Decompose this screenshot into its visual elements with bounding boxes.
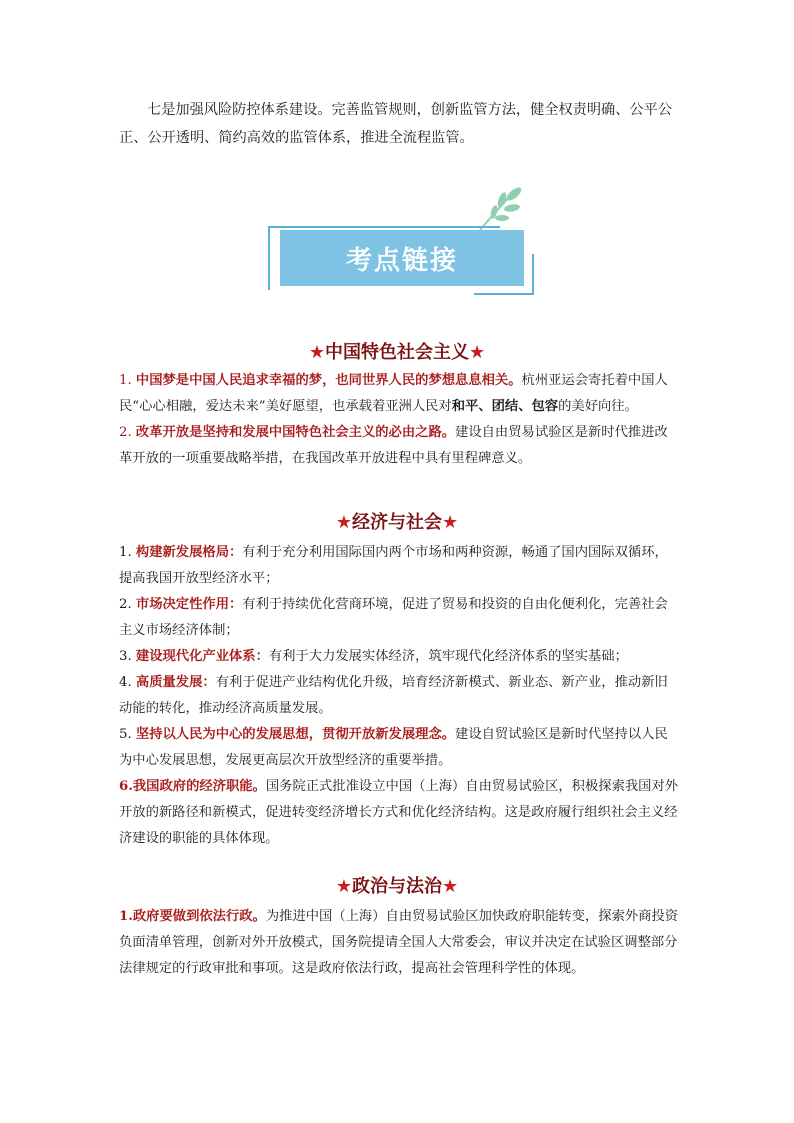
section-banner: [268, 186, 538, 296]
star-icon: ★: [335, 876, 352, 897]
star-icon: ★: [335, 512, 352, 533]
item-lead: 构建新发展格局：: [135, 545, 243, 560]
banner-box: [280, 230, 524, 286]
item-text: 国务院正式批准设立中国（上海）自由贸易试验区，积极探索我国对外开放的新路径和新模式，促进转变经济增长方式和优化经济结构。这是政府履行组织社会主义经济建设的职能的具体体现。: [119, 779, 679, 846]
star-icon: ★: [442, 876, 459, 897]
list-item: [119, 592, 679, 644]
item-number: 6.: [119, 779, 133, 794]
banner-title: 考点链接: [345, 245, 458, 276]
list-item: [119, 670, 679, 722]
item-number: 2.: [119, 597, 132, 612]
item-lead: 政府要做到依法行政。: [132, 909, 266, 924]
banner-frame-top: [268, 226, 500, 228]
item-text: 杭州亚运会寄托着中国人民“心心相融，爱达未来”美好愿望，也承载着亚洲人民对: [119, 373, 668, 414]
item-text: 有利于充分利用国际国内两个市场和两种资源，畅通了国内国际双循环，提高我国开放型经济水平；: [119, 545, 668, 586]
section-items-socialism: [119, 368, 679, 472]
star-icon: ★: [442, 512, 459, 533]
item-text: 有利于促进产业结构优化升级，培育经济新模式、新业态、新产业，推动新旧动能的转化，推动经济高质量发展。: [119, 675, 668, 716]
item-number: 1.: [119, 909, 133, 924]
list-item: [119, 904, 679, 982]
banner-frame-left: [268, 226, 270, 290]
item-text: 的美好向往。: [558, 399, 638, 414]
item-lead: 中国梦是中国人民追求幸福的梦，也同世界人民的梦想息息相关。: [135, 373, 522, 388]
item-text: 建设自贸试验区是新时代坚持以人民为中心发展思想，发展更高层次开放型经济的重要举措。: [119, 727, 668, 768]
intro-paragraph: [119, 96, 679, 152]
section-title-socialism: [0, 338, 794, 364]
item-number: 1.: [119, 373, 132, 388]
section-title-economy: [0, 508, 794, 534]
item-text: 有利于持续优化营商环境，促进了贸易和投资的自由化便利化，完善社会主义市场经济体制；: [119, 597, 668, 638]
section-title-text: 中国特色社会主义: [325, 342, 469, 363]
item-text: 为推进中国（上海）自由贸易试验区加快政府职能转变，探索外商投资负面清单管理，创新对外开放模式，国务院提请全国人大常委会，审议并决定在试验区调整部分法律规定的行政审批和事项。这是政府依法行政，提高社会管理科学性的体现。: [119, 909, 679, 976]
item-lead: 高质量发展：: [135, 675, 216, 690]
section-title-politics: [0, 872, 794, 898]
list-item: [119, 722, 679, 774]
item-lead: 改革开放是坚持和发展中国特色社会主义的必由之路。: [135, 425, 456, 440]
list-item: [119, 420, 679, 472]
section-items-politics: [119, 904, 679, 982]
section-title-text: 政治与法治: [352, 876, 442, 897]
section-items-economy: [119, 540, 679, 852]
star-icon: ★: [308, 342, 325, 363]
star-icon: ★: [469, 342, 486, 363]
item-number: 4.: [119, 675, 132, 690]
list-item: [119, 644, 679, 670]
list-item: [119, 774, 679, 852]
item-number: 2.: [119, 425, 132, 440]
item-number: 1.: [119, 545, 132, 560]
item-lead: 我国政府的经济职能。: [132, 779, 266, 794]
intro-text: 七是加强风险防控体系建设。完善监管规则，创新监管方法，健全权责明确、公平公正、公开透明、简约高效的监管体系，推进全流程监管。: [119, 102, 672, 146]
item-lead: 市场决定性作用：: [135, 597, 243, 612]
item-text: 有利于大力发展实体经济，筑牢现代化经济体系的坚实基础；: [268, 649, 628, 664]
item-lead: 坚持以人民为中心的发展思想，贯彻开放新发展理念。: [135, 727, 456, 742]
item-text: 建设自由贸易试验区是新时代推进改革开放的一项重要战略举措，在我国改革开放进程中具有里程碑意义。: [119, 425, 668, 466]
item-number: 3.: [119, 649, 132, 664]
banner-frame-bottom: [474, 293, 534, 295]
item-number: 5.: [119, 727, 132, 742]
list-item: [119, 368, 679, 420]
list-item: [119, 540, 679, 592]
item-lead: 建设现代化产业体系：: [135, 649, 269, 664]
banner-frame-right: [532, 254, 534, 294]
item-bold: 和平、团结、包容: [451, 399, 559, 414]
section-title-text: 经济与社会: [352, 512, 442, 533]
